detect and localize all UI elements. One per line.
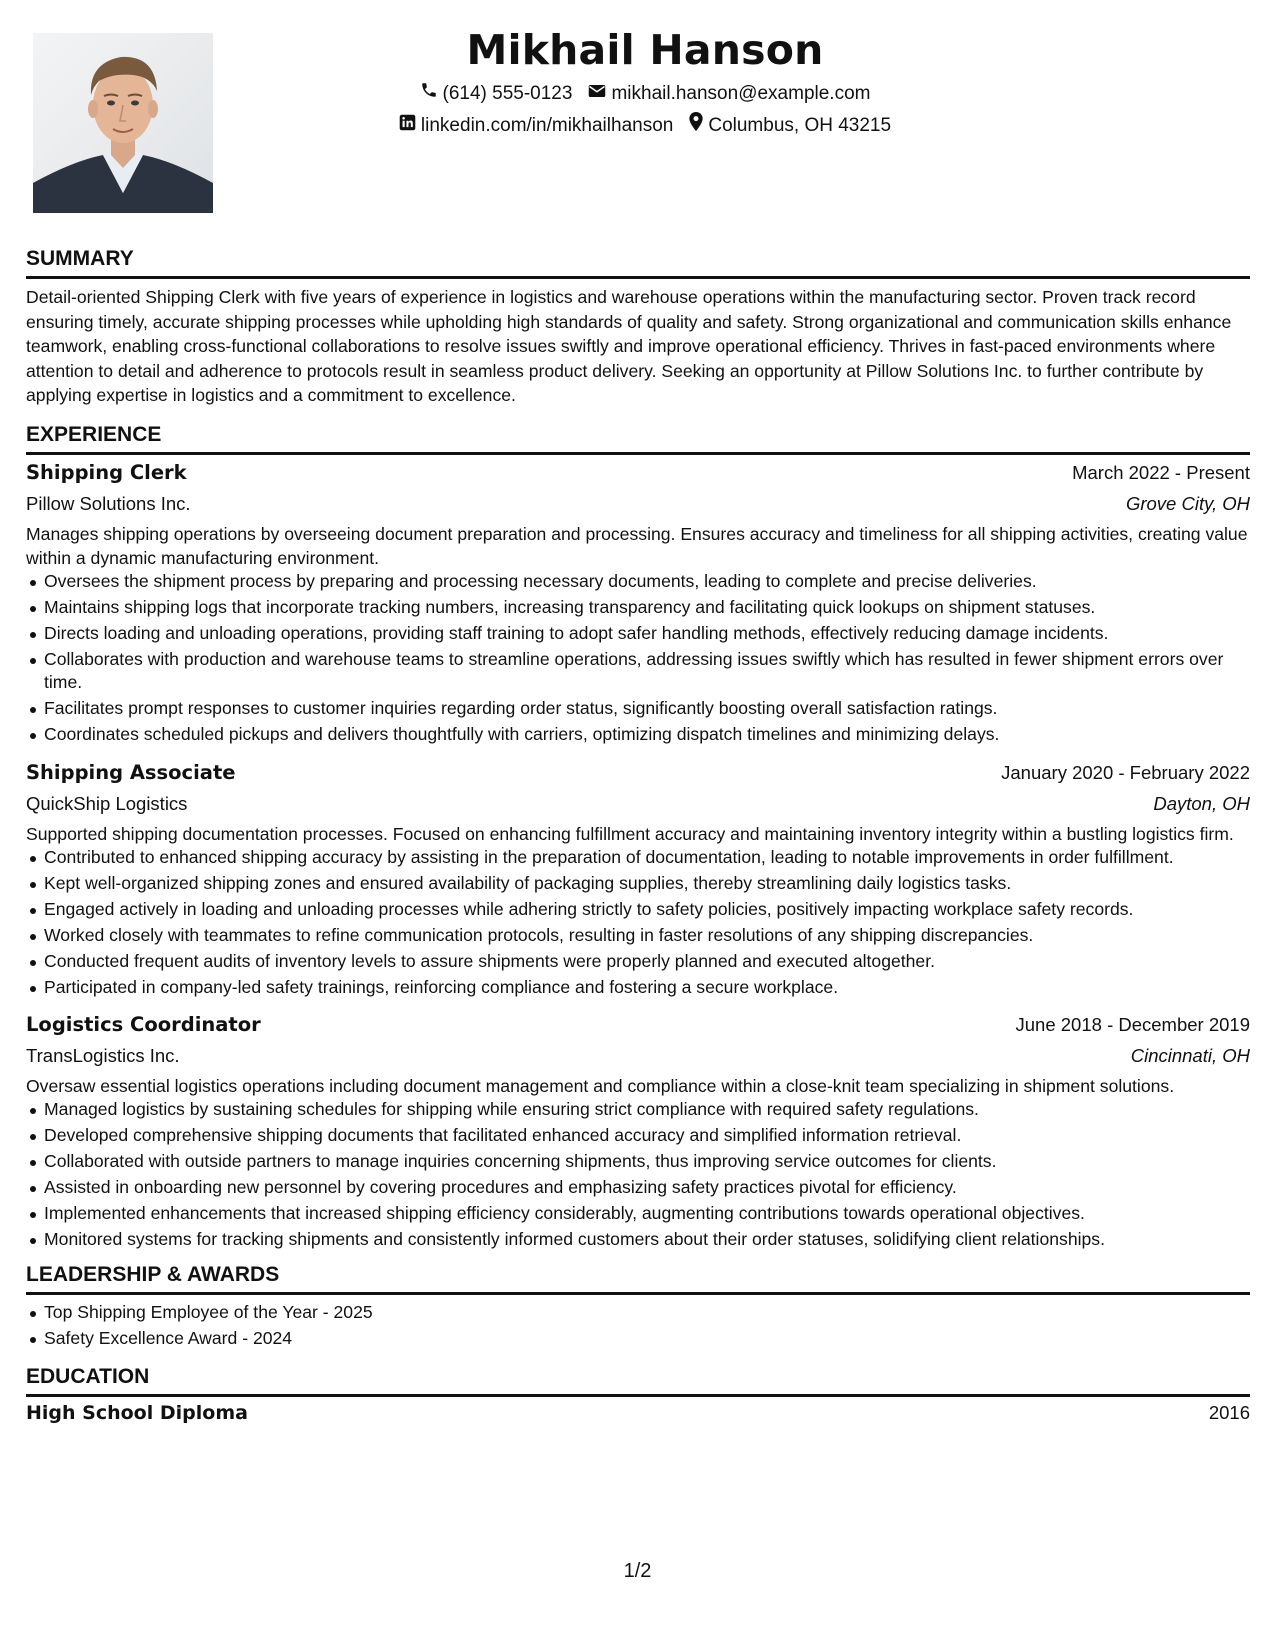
location-contact xyxy=(689,110,891,142)
company-name: Pillow Solutions Inc. xyxy=(26,492,191,514)
company-name: TransLogistics Inc. xyxy=(26,1045,180,1066)
job-description: Supported shipping documentation processes. Focused on enhancing fulfillment accuracy and maintaining inventory integrity within a bustling logistics firm. xyxy=(26,823,1234,844)
list-item: Kept well-organized shipping zones and ensured availability of packaging supplies, thereby streamlining daily logistics tasks. xyxy=(26,872,1250,896)
section-title-education: EDUCATION xyxy=(26,1365,150,1388)
phone-contact xyxy=(420,78,573,110)
email-address[interactable]: mikhail.hanson@example.com xyxy=(611,83,871,104)
candidate-name: Mikhail Hanson xyxy=(466,26,824,74)
job-dates: June 2018 - December 2019 xyxy=(1015,1014,1250,1035)
list-item: Top Shipping Employee of the Year - 2025 xyxy=(26,1301,1250,1325)
list-item: Engaged actively in loading and unloading processes while adhering strictly to safety policies, positively impacting workplace safety records. xyxy=(26,898,1250,922)
section-divider xyxy=(26,1292,1250,1295)
list-item: Contributed to enhanced shipping accuracy by assisting in the preparation of documentation, leading to notable improvements in order fulfillment. xyxy=(26,846,1250,870)
email-contact[interactable] xyxy=(588,78,870,110)
job-dates: January 2020 - February 2022 xyxy=(1001,761,1250,783)
job-location: Dayton, OH xyxy=(1153,792,1250,814)
location-text: Columbus, OH 43215 xyxy=(708,115,892,136)
contact-row-2 xyxy=(250,110,1040,142)
list-item: Worked closely with teammates to refine communication protocols, resulting in faster resolutions of any shipping discrepancies. xyxy=(26,924,1250,948)
company-name: QuickShip Logistics xyxy=(26,792,188,814)
section-title-awards: LEADERSHIP & AWARDS xyxy=(26,1262,280,1286)
list-item: Monitored systems for tracking shipments and consistently informed customers about their order statuses, solidifying client relationships. xyxy=(26,1228,1250,1252)
job-header xyxy=(26,1009,1250,1040)
phone-icon xyxy=(420,78,443,110)
list-item: Facilitates prompt responses to customer inquiries regarding order status, significantly boosting overall satisfaction ratings. xyxy=(26,697,1250,721)
contact-row-1 xyxy=(250,78,1040,110)
section-divider xyxy=(26,452,1250,455)
job-subheader xyxy=(26,1040,1250,1071)
resume-header xyxy=(250,22,1040,142)
page-number: 1/2 xyxy=(623,1560,652,1582)
education-entry xyxy=(26,1399,1250,1427)
list-item: Implemented enhancements that increased shipping efficiency considerably, augmenting contributions towards operational objectives. xyxy=(26,1202,1250,1226)
job-description: Manages shipping operations by overseeing document preparation and processing. Ensures accuracy and timeliness for all shipping activities, creating value within a dynamic manufacturing environment. xyxy=(26,523,1248,568)
experience-section xyxy=(26,422,1250,1252)
list-item: Managed logistics by sustaining schedules for shipping while ensuring strict compliance with required safety regulations. xyxy=(26,1098,1250,1122)
job-title: Logistics Coordinator xyxy=(26,1013,261,1036)
section-title-experience: EXPERIENCE xyxy=(26,422,162,446)
education-section xyxy=(26,1364,1250,1427)
awards-section xyxy=(26,1262,1250,1351)
section-divider xyxy=(26,276,1250,279)
list-item: Directs loading and unloading operations, providing staff training to adopt safer handling methods, effectively reducing damage incidents. xyxy=(26,622,1250,646)
list-item: Participated in company-led safety trainings, reinforcing compliance and fostering a secure workplace. xyxy=(26,976,1250,1000)
section-title-summary: SUMMARY xyxy=(26,247,134,270)
list-item: Oversees the shipment process by preparing and processing necessary documents, leading to complete and precise deliveries. xyxy=(26,570,1250,594)
job-entry xyxy=(26,1009,1250,1252)
map-pin-icon xyxy=(689,110,708,142)
profile-photo xyxy=(33,33,213,213)
job-entry xyxy=(26,757,1250,1000)
job-location: Grove City, OH xyxy=(1125,492,1250,514)
summary-section xyxy=(26,246,1250,408)
linkedin-icon xyxy=(399,110,421,142)
linkedin-contact[interactable] xyxy=(399,110,673,142)
job-header xyxy=(26,757,1250,788)
list-item: Assisted in onboarding new personnel by covering procedures and emphasizing safety practices pivotal for efficiency. xyxy=(26,1176,1250,1200)
list-item: Conducted frequent audits of inventory levels to assure shipments were properly planned and executed altogether. xyxy=(26,950,1250,974)
list-item: Safety Excellence Award - 2024 xyxy=(26,1327,1250,1351)
degree-title: High School Diploma xyxy=(26,1402,248,1424)
list-item: Coordinates scheduled pickups and delivers thoughtfully with carriers, optimizing dispatch timelines and minimizing delays. xyxy=(26,723,1250,747)
section-divider xyxy=(26,1394,1250,1397)
job-entry xyxy=(26,457,1250,747)
job-bullets xyxy=(26,570,1250,747)
job-subheader xyxy=(26,788,1250,819)
job-subheader xyxy=(26,488,1250,519)
job-description: Oversaw essential logistics operations including document management and compliance within a close-knit team specializing in shipment solutions. xyxy=(26,1076,1175,1096)
list-item: Collaborated with outside partners to manage inquiries concerning shipments, thus improving service outcomes for clients. xyxy=(26,1150,1250,1174)
job-title: Shipping Clerk xyxy=(26,460,187,484)
graduation-year: 2016 xyxy=(1208,1402,1250,1423)
list-item: Collaborates with production and warehouse teams to streamline operations, addressing issues swiftly which has resulted in fewer shipment errors over time. xyxy=(26,648,1250,695)
phone-number: (614) 555-0123 xyxy=(442,83,573,104)
list-item: Maintains shipping logs that incorporate tracking numbers, increasing transparency and facilitating quick lookups on shipment statuses. xyxy=(26,596,1250,620)
job-title: Shipping Associate xyxy=(26,760,236,784)
awards-list xyxy=(26,1301,1250,1351)
job-location: Cincinnati, OH xyxy=(1130,1045,1250,1066)
job-header xyxy=(26,457,1250,488)
resume-body xyxy=(26,246,1250,1441)
job-bullets xyxy=(26,846,1250,1000)
envelope-icon xyxy=(588,78,611,110)
linkedin-url[interactable]: linkedin.com/in/mikhailhanson xyxy=(420,115,674,136)
summary-text: Detail-oriented Shipping Clerk with five years of experience in logistics and warehouse operations within the manufacturing sector. Proven track record ensuring timely, accurate shipping processes while upholding high standards of quality and safety. Strong organizational and communication skills enhance teamwork, enabling cross-functional collaborations to resolve issues swiftly and improve operational efficiency. Thrives in fast-paced environments where attention to detail and adherence to protocols result in seamless product delivery. Seeking an opportunity at Pillow Solutions Inc. to further contribute by applying expertise in logistics and a commitment to excellence. xyxy=(26,287,1232,405)
job-dates: March 2022 - Present xyxy=(1072,461,1250,483)
job-bullets xyxy=(26,1098,1250,1252)
list-item: Developed comprehensive shipping documents that facilitated enhanced accuracy and simplified information retrieval. xyxy=(26,1124,1250,1148)
